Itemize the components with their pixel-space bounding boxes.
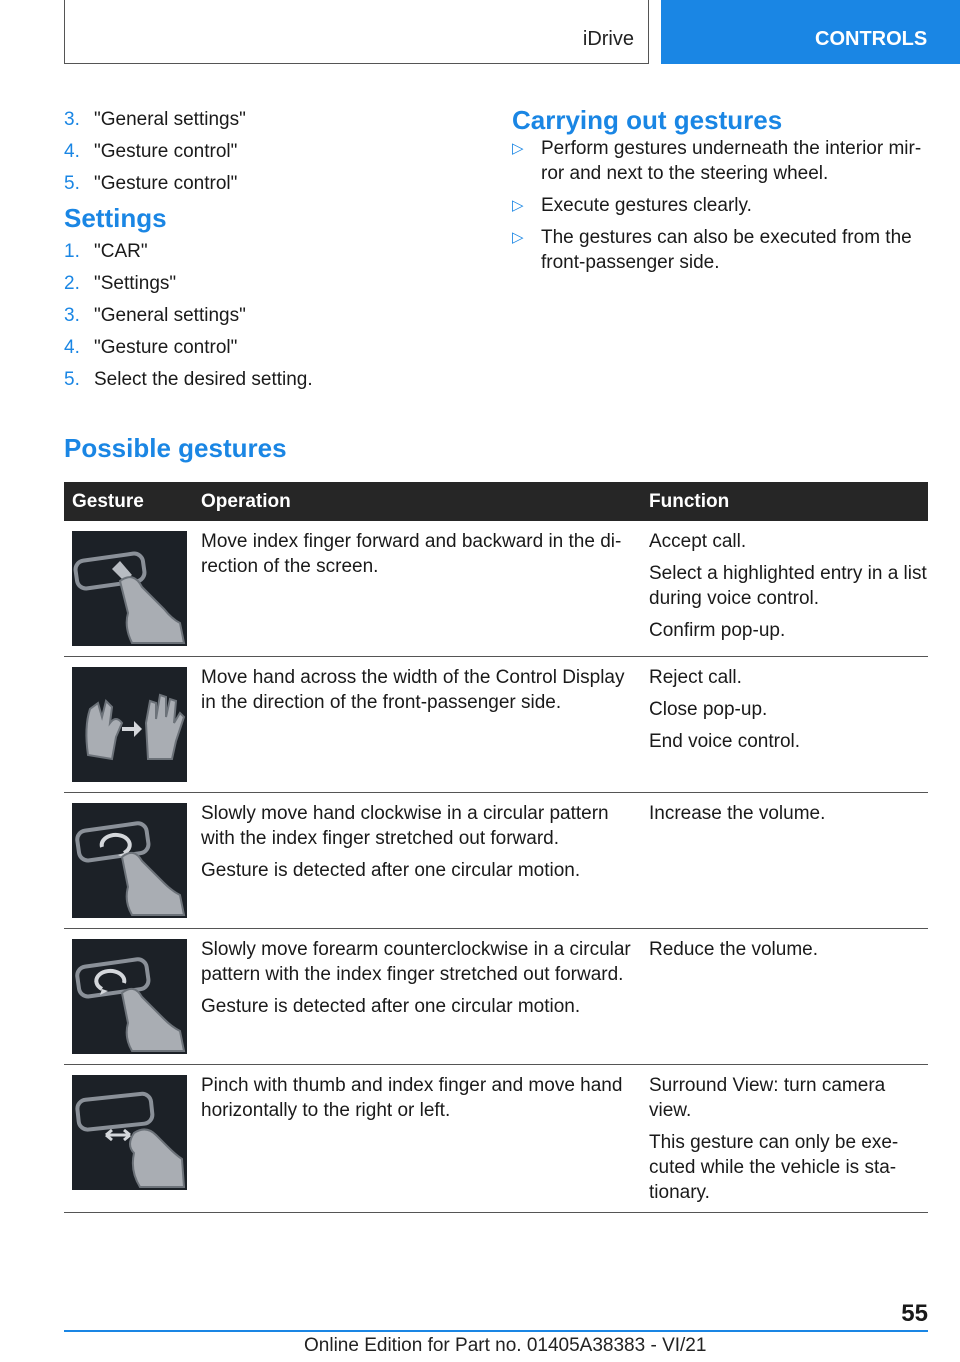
clockwise-circle-gesture-icon [72, 803, 187, 918]
header-section-box [64, 0, 649, 64]
triangle-bullet-icon: ▷ [512, 229, 524, 246]
pinch-move-gesture-icon [72, 1075, 187, 1190]
right-column [512, 104, 932, 282]
carrying-out-gestures-heading: Carrying out gestures [512, 105, 783, 135]
gestures-table [64, 482, 928, 1213]
carrying-bullet-list [512, 136, 932, 275]
list-item: 2. "Settings" [64, 273, 177, 294]
list-item: 5. Select the desired setting. [64, 369, 313, 390]
table-row: Move hand across the width of the Control Display in the direction of the front-passenger side. Reject call. Close pop-up. End voice control. [64, 657, 928, 793]
column-header-gesture: Gesture [72, 490, 144, 512]
column-header-operation: Operation [201, 490, 291, 512]
footer-edition-text: Online Edition for Part no. 01405A38383 - VI/21 [304, 1335, 707, 1356]
header-section-title: iDrive [582, 28, 634, 50]
column-header-function: Function [649, 490, 730, 512]
table-row: Slowly move hand clockwise in a circular pattern with the index finger stretched out forward. Gesture is detected after one circular motion. Increase the volume. [64, 793, 928, 929]
settings-steps-list [64, 236, 464, 396]
list-item: 1. "CAR" [64, 241, 148, 262]
settings-heading: Settings [64, 203, 167, 233]
list-item: 4. "Gesture control" [64, 141, 238, 162]
footer-divider [64, 1330, 928, 1332]
list-item: ▷ The gestures can also be executed from the front-passenger side. [512, 227, 912, 273]
triangle-bullet-icon: ▷ [512, 197, 524, 214]
list-item: 4. "Gesture control" [64, 337, 238, 358]
finger-tap-gesture-icon [72, 531, 187, 646]
left-column [64, 104, 464, 396]
counterclockwise-circle-gesture-icon [72, 939, 187, 1054]
page-number: 55 [901, 1300, 928, 1327]
possible-gestures-heading: Possible gestures [64, 433, 287, 463]
list-item: 3. "General settings" [64, 109, 246, 130]
top-steps-list [64, 104, 464, 200]
list-item: ▷ Perform gestures underneath the interior mir- ror and next to the steering wheel. [512, 138, 922, 184]
table-row: Pinch with thumb and index finger and move hand horizontally to the right or left. Surround View: turn camera view. This gesture can only be exe- cuted while the vehicle is sta- tionary. [64, 1065, 928, 1213]
table-row: Move index finger forward and backward in the di- rection of the screen. Accept call. Select a highlighted entry in a list during voice control. Confirm pop-up. [64, 521, 928, 657]
list-item: 5. "Gesture control" [64, 173, 238, 194]
hand-swipe-gesture-icon [72, 667, 187, 782]
triangle-bullet-icon: ▷ [512, 140, 524, 157]
list-item: ▷ Execute gestures clearly. [512, 195, 752, 216]
list-item: 3. "General settings" [64, 305, 246, 326]
table-header-row [64, 482, 928, 521]
header-chapter-tab: CONTROLS [661, 0, 960, 64]
table-row: Slowly move forearm counterclockwise in a circular pattern with the index finger stretched out forward. Gesture is detected after one circular motion. Reduce the volume. [64, 929, 928, 1065]
